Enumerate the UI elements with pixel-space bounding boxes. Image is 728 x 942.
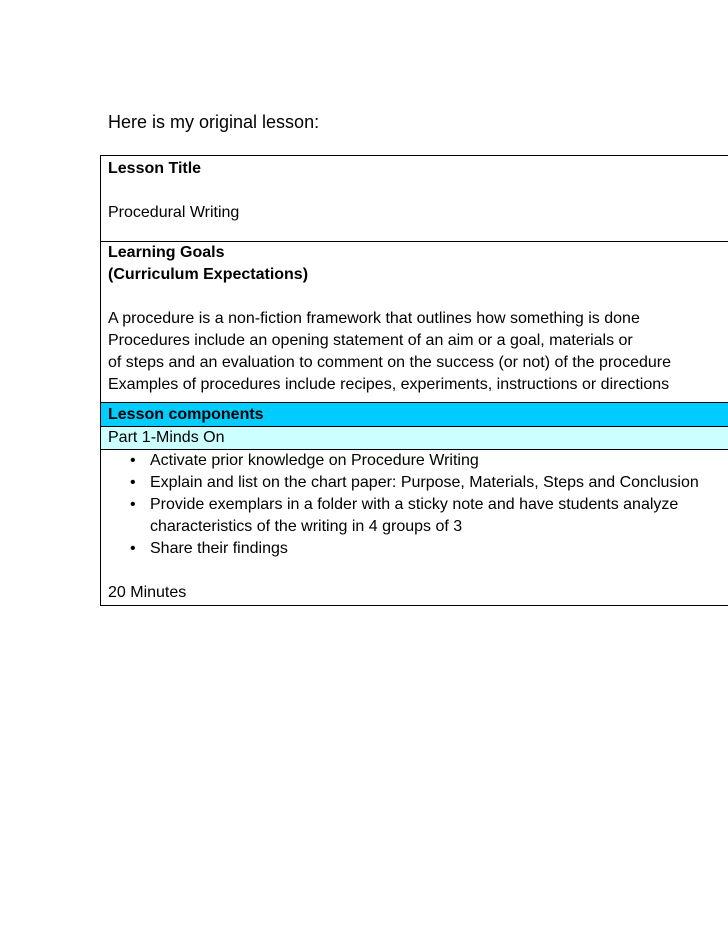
bullet-icon: • [130, 452, 136, 469]
list-item-text: Activate prior knowledge on Procedure Writing [150, 452, 479, 469]
learning-goals-line: Procedures include an opening statement of an aim or a goal, materials or [108, 332, 633, 349]
spacer [108, 286, 728, 308]
list-item-text: characteristics of the writing in 4 groups of 3 [150, 518, 463, 535]
list-item [130, 450, 728, 472]
part1-body [101, 450, 728, 605]
bullet-icon: • [130, 540, 136, 557]
list-item [130, 538, 728, 560]
list-item-text: Explain and list on the chart paper: Purpose, Materials, Steps and Conclusion [150, 474, 699, 491]
list-item-text: Provide exemplars in a folder with a sticky note and have students analyze [150, 496, 679, 513]
learning-goals-label: Learning Goals [108, 244, 225, 261]
learning-goals-line: of steps and an evaluation to comment on the success (or not) of the procedure [108, 354, 671, 371]
lesson-title-cell [101, 156, 728, 242]
list-item-text: Share their findings [150, 540, 288, 557]
lesson-components-header: Lesson components [101, 403, 728, 427]
lesson-plan-table [100, 155, 728, 606]
lesson-title-label: Lesson Title [108, 160, 202, 177]
intro-text: Here is my original lesson: [108, 112, 320, 132]
learning-goals-line: A procedure is a non-fiction framework that outlines how something is done [108, 310, 640, 327]
list-item [130, 494, 728, 538]
bullet-icon: • [130, 474, 136, 491]
learning-goals-cell [101, 242, 728, 403]
part1-bullet-list [108, 450, 728, 560]
learning-goals-line: Examples of procedures include recipes, experiments, instructions or directions [108, 376, 670, 393]
spacer [108, 180, 728, 202]
part1-duration: 20 Minutes [108, 584, 187, 601]
bullet-icon: • [130, 496, 136, 513]
part1-header: Part 1-Minds On [101, 427, 728, 450]
lesson-title-value: Procedural Writing [108, 204, 240, 221]
spacer [108, 560, 728, 582]
curriculum-expectations-label: (Curriculum Expectations) [108, 266, 309, 283]
list-item [130, 472, 728, 494]
